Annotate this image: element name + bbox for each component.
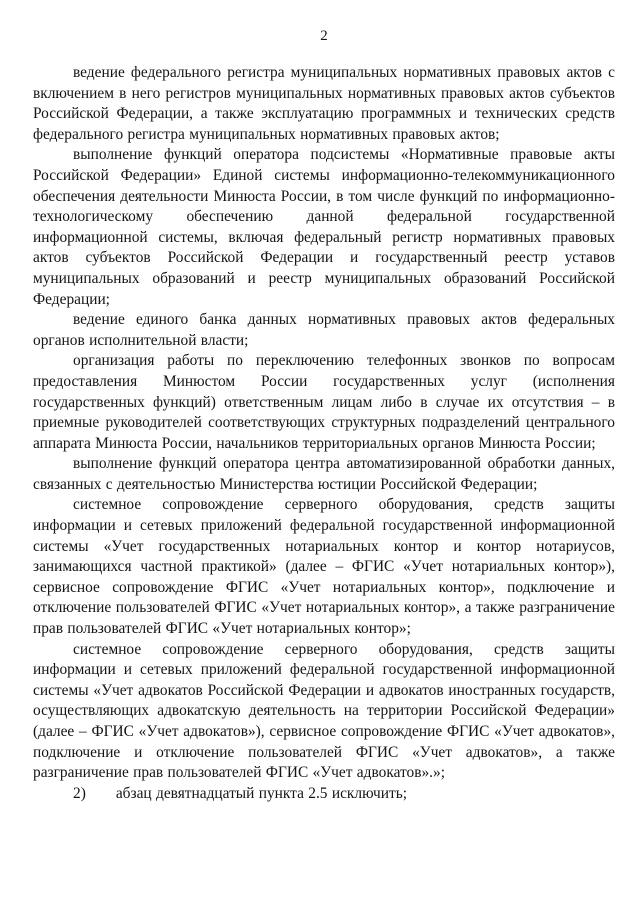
paragraph-data-processing-center: выполнение функций оператора центра автоматизированной обработки данных, связанных с деятельностью Министерства юстиции Российской Федерации; xyxy=(33,455,615,493)
paragraph-unified-databank: ведение единого банка данных нормативных правовых актов федеральных органов исполнительной власти; xyxy=(33,311,615,349)
page-number: 2 xyxy=(320,28,328,44)
paragraph-operator-subsystem: выполнение функций оператора подсистемы «Нормативные правовые акты Российской Федерации» Единой системы информационно-телекоммуникационного обеспечения деятельности Минюста России, в том числе функций по информационно-технологическому обеспечению данной федеральной государственной информационной системы, включая федеральный регистр нормативных правовых актов субъектов Российской Федерации и государственный реестр уставов муниципальных образований и реестр муниципальных образований Российской Федерации; xyxy=(33,146,615,308)
paragraph-register-municipal-acts: ведение федерального регистра муниципальных нормативных правовых актов с включением в него регистров муниципальных нормативных правовых актов субъектов Российской Федерации, а также эксплуатацию программных и технических средств федерального регистра муниципальных нормативных правовых актов; xyxy=(33,64,615,143)
paragraph-phone-call-routing: организация работы по переключению телефонных звонков по вопросам предоставления Минюстом России государственных услуг (исполнения государственных функций) ответственным лицам либо в случае их отсутствия – в приемные руководителей соответствующих структурных подразделений центрального аппарата Минюста России, начальников территориальных органов Минюста России; xyxy=(33,352,615,452)
list-item-2 xyxy=(33,784,615,805)
document-body xyxy=(33,63,615,804)
paragraph-fgis-notary-offices: системное сопровождение серверного оборудования, средств защиты информации и сетевых приложений федеральной государственной информационной системы «Учет государственных нотариальных контор и контор нотариусов, занимающихся частной практикой» (далее – ФГИС «Учет нотариальных контор»), сервисное сопровождение ФГИС «Учет нотариальных контор», подключение и отключение пользователей ФГИС «Учет нотариальных контор», а также разграничение прав пользователей ФГИС «Учет нотариальных контор»; xyxy=(33,496,615,638)
paragraph-fgis-advocates: системное сопровождение серверного оборудования, средств защиты информации и сетевых приложений федеральной государственной информационной системы «Учет адвокатов Российской Федерации и адвокатов иностранных государств, осуществляющих адвокатскую деятельность на территории Российской Федерации» (далее – ФГИС «Учет адвокатов»), сервисное сопровождение ФГИС «Учет адвокатов», подключение и отключение пользователей ФГИС «Учет адвокатов», а также разграничение прав пользователей ФГИС «Учет адвокатов».»; xyxy=(33,640,615,782)
item-marker: 2) xyxy=(73,784,86,802)
item-text: абзац девятнадцатый пункта 2.5 исключить; xyxy=(115,784,407,802)
